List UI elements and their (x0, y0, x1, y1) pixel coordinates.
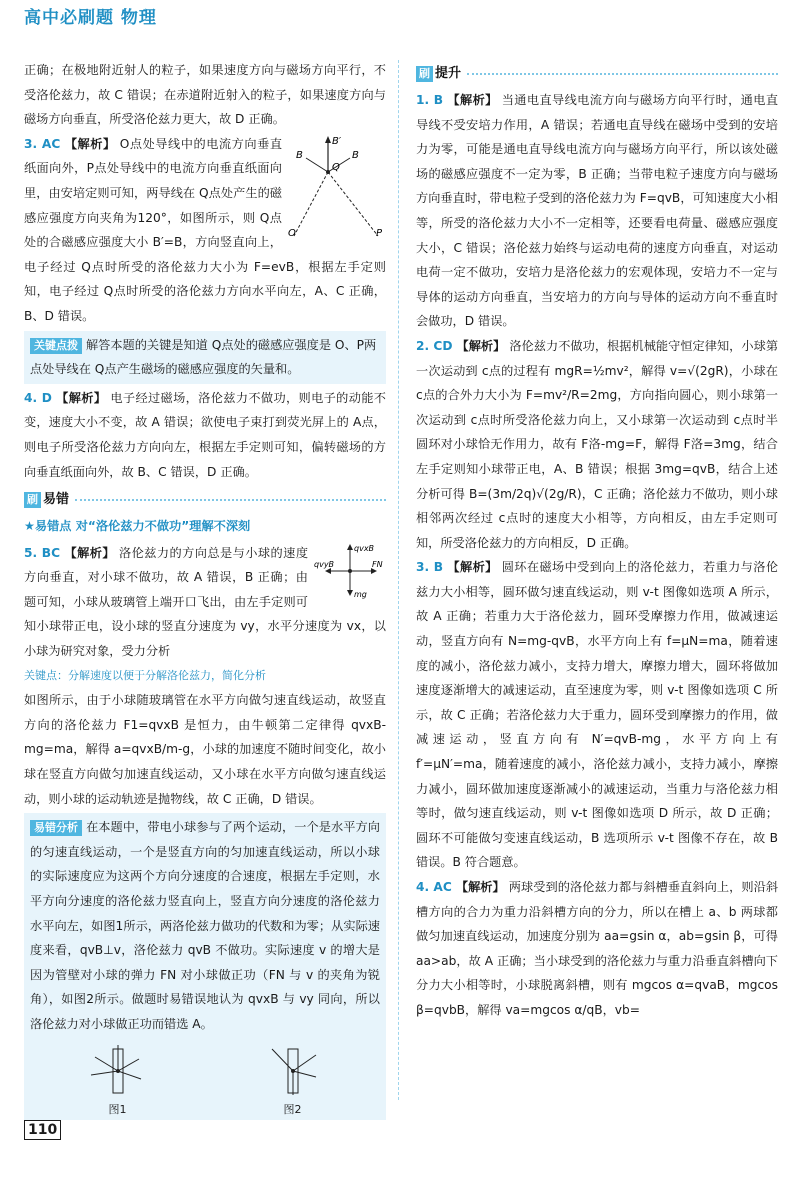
r4-answer: 4. AC (416, 880, 452, 894)
svg-text:Q: Q (332, 161, 340, 173)
question-r4-solution (416, 875, 778, 1023)
svg-text:P: P (376, 227, 383, 239)
r4-text: 两球受到的洛伦兹力都与斜槽垂直斜向上，则沿斜槽方向的合力为重力沿斜槽方向的分力，所以在槽上 a、b 两球都做匀加速直线运动，加速度分别为 aa=gsin α，ab=gsin β，可得 aa>ab，故 A 正确；当小球受到的洛伦兹力与重力沿垂直斜槽向下分力大小相等时，小球脱离斜槽，则有 mgcos α=qvaB，mgcos β=qvbB，解得 va=mgcos α/qB，vb= (416, 880, 779, 1017)
question-4-solution (24, 386, 386, 484)
r2-answer: 2. CD (416, 338, 453, 353)
svg-text:B: B (352, 149, 359, 161)
q3-text: O点处导线中的电流方向垂直纸面向外，P点处导线中的电流方向垂直纸面向里，由安培定则可知，两导线在 Q点处产生的磁感应强度方向夹角为120°，如图所示，则 Q点处的合磁感应强度大小 B′=B，方向竖直向上，电子经过 Q点时所受的洛伦兹力大小为 F=evB，根据左手定则知，电子经过 Q点时所受的洛伦兹力方向水平向左，A、C 正确，B、D 错误。 (24, 136, 386, 323)
page-number: 110 (24, 1120, 61, 1140)
r2-text: 洛伦兹力不做功，根据机械能守恒定律知，小球第一次运动到 c点的过程有 mgR=½mv²，解得 v=√(2gR)，小球在 c点的合外力大小为 F=mv²/R=2mg，方向指向圆心，则小球第一次运动到 c点时所受洛伦兹力向上，又小球第一次运动到 c点时半圆环对小球恰无作用力，故有 F洛-mg=F，解得 F洛=3mg，结合左手定则知小球带正电，A、B 错误；根据 3mg=qvB，结合上述分析可得 B=(3m/2q)√(2g/R)，C 正确；洛伦兹力不做功，则小球相邻两次经过 c点时的速度大小相等，方向相反，由左手定则可知，所受洛伦兹力的方向相反，D 正确。 (416, 338, 779, 550)
force-analysis-diagram (314, 541, 386, 601)
question-r2-solution (416, 334, 778, 555)
q5-key-note: 关键点：分解速度以便于分解洛伦兹力，简化分析 (24, 668, 266, 682)
key-tip-box (24, 331, 386, 384)
key-tip-text: 解答本题的关键是知道 Q点处的磁感应强度是 O、P两点处导线在 Q点产生磁场的磁感应强度的矢量和。 (30, 337, 377, 377)
key-tip-badge: 关键点拨 (30, 338, 82, 354)
section-rule (75, 499, 386, 501)
svg-text:qvxB: qvxB (354, 543, 375, 553)
error-analysis-badge: 易错分析 (30, 820, 82, 836)
error-analysis-box (24, 813, 386, 1119)
r1-label: 【解析】 (447, 93, 498, 107)
r3-answer: 3. B (416, 560, 444, 575)
q3-answer: 3. AC (24, 136, 61, 151)
q5-text-2: 如图所示，由于小球随玻璃管在水平方向做匀速直线运动，故竖直方向的洛伦兹力 F1=qvxB 是恒力，由牛顿第二定律得 qvxB-mg=ma，解得 a=qvxB/m-g，小球的加速度不随时间变化，故小球在竖直方向做匀加速直线运动，又小球在水平方向做匀速直线运动，则小球的运动轨迹是抛物线，故 C 正确，D 错误。 (24, 693, 386, 806)
svg-text:O: O (288, 227, 296, 239)
q5-answer: 5. BC (24, 545, 61, 560)
error-analysis-text: 在本题中，带电小球参与了两个运动，一个是水平方向的匀速直线运动，一个是竖直方向的匀加速直线运动，所以小球的实际速度应为这两个方向分速度的合速度，根据左手定则，水平方向分速度的洛伦兹力竖直向上，竖直方向分速度的洛伦兹力水平向左，如图1所示，两洛伦兹力做功的代数和为零；从实际速度来看，qvB⊥v，洛伦兹力 qvB 不做功。实际速度 v 的增大是因为管壁对小球的弹力 FN 对小球做正功（FN 与 v 的夹角为锐角），如图2所示。做题时易错误地认为 qvxB 与 vy 同向，所以洛伦兹力对小球做正功而错选 A。 (30, 820, 380, 1031)
question-3-solution (24, 132, 386, 329)
q4-text: 电子经过磁场，洛伦兹力不做功，则电子的动能不变，速度大小不变，故 A 错误；欲使电子束打到荧光屏上的 A点，则电子所受洛伦兹力方向向左，根据左手定则可知，偏转磁场的方向垂直纸面向外，故 B、C 错误，D 正确。 (24, 390, 386, 479)
r3-label: 【解析】 (447, 560, 498, 575)
q5-text-1: 洛伦兹力的方向总是与小球的速度方向垂直，对小球不做功，故 A 错误，B 正确；由题可知，小球从玻璃管上端开口飞出，由左手定则可知小球带正电，设小球的竖直分速度为 vy，水平分速度为 vx，以小球为研究对象，受力分析 (24, 545, 386, 659)
question-r3-solution (416, 555, 778, 875)
r1-text: 当通电直导线电流方向与磁场方向平行时，通电直导线不受安培力作用，A 错误；若通电直导线在磁场中受到的安培力为零，可能是通电直导线电流方向与磁场方向平行，所以该处磁场的磁感应强度不一定为零，B 正确；当带电粒子速度方向与磁场方向垂直时，带电粒子受到的洛伦兹力为 F=qvB，可知速度大小相等，所受的洛伦兹力大小不一定相等，还要看电荷量、磁感应强度大小，C 错误；洛伦兹力始终与运动电荷的速度方向垂直，对运动电荷一定不做功，安培力是洛伦兹力的宏观体现，安培力不一定与导体的运动方向垂直，当安培力的方向与导体的运动方向不垂直时会做功，D 错误。 (416, 93, 779, 329)
svg-text:B′: B′ (332, 135, 342, 147)
question-r1-solution (416, 88, 778, 334)
question-5-solution (24, 541, 386, 812)
section-tag: 刷 (24, 492, 41, 508)
figure-2-diagram (258, 1041, 328, 1097)
svg-text:qvyB: qvyB (314, 559, 335, 569)
figure-1-caption: 图1 (108, 1102, 127, 1116)
r1-answer: 1. B (416, 93, 444, 107)
left-column (24, 58, 386, 1120)
q5-label: 【解析】 (64, 545, 115, 560)
figure-2 (258, 1041, 328, 1118)
figures-row (30, 1041, 380, 1118)
section-rule (467, 73, 778, 75)
section-tag: 刷 (416, 66, 433, 82)
figure-1 (83, 1041, 153, 1118)
page-header-title: 高中必刷题 物理 (24, 8, 157, 28)
magnetic-field-diagram (288, 132, 386, 240)
figure-2-caption: 图2 (283, 1102, 302, 1116)
column-divider (398, 60, 399, 1100)
section-header-tisheng (416, 62, 778, 86)
r3-text: 圆环在磁场中受到向上的洛伦兹力，若重力与洛伦兹力大小相等，圆环做匀速直线运动，则 v-t 图像如选项 A 所示，故 A 正确；若重力大于洛伦兹力，圆环受摩擦力作用，做减速运动，竖直方向有 N=mg-qvB，水平方向上有 f=μN=ma，随着速度的减小，洛伦兹力减小，支持力增大，摩擦力增大，圆环将做加速度逐渐增大的减速运动，直至速度为零，则 v-t 图像如选项 C 所示，故 C 正确；若洛伦兹力大于重力，圆环受到摩擦力的作用，做减速运动，竖直方向有 N′=qvB-mg，水平方向上有 f′=μN′=ma，随着速度的减小，洛伦兹力减小，支持力减小，摩擦力减小，圆环做加速度逐渐减小的减速运动，当重力与洛伦兹力相等时，做匀速直线运动，则 v-t 图像如选项 D 所示，故 D 正确；圆环不可能做匀变速直线运动，B 选项所示 v-t 图像不存在，故 B 错误。B 符合题意。 (416, 560, 779, 870)
q4-answer: 4. D (24, 390, 52, 405)
continued-paragraph: 正确；在极地附近射人的粒子，如果速度方向与磁场方向平行，不受洛伦兹力，故 C 错误；在赤道附近射入的粒子，如果速度方向与磁场方向垂直，所受洛伦兹力更大，故 D 正确。 (24, 63, 386, 127)
q3-label: 【解析】 (64, 136, 116, 151)
svg-text:FN: FN (372, 559, 383, 569)
figure-1-diagram (83, 1041, 153, 1097)
r2-label: 【解析】 (456, 338, 506, 353)
right-column (416, 58, 778, 1023)
r4-label: 【解析】 (455, 880, 505, 894)
section-title: 提升 (435, 65, 462, 81)
svg-text:B: B (296, 149, 303, 161)
svg-text:mg: mg (354, 589, 367, 599)
section-header-yicuo (24, 488, 386, 512)
error-point-title: ★易错点 对“洛伦兹力不做功”理解不深刻 (24, 519, 251, 534)
section-title: 易错 (43, 491, 70, 507)
q4-label: 【解析】 (55, 390, 107, 405)
